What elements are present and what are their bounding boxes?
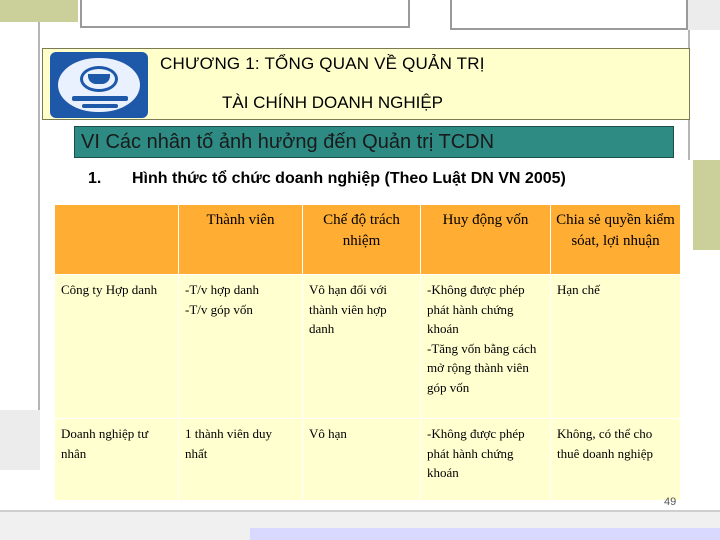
cell-line: -T/v hợp danh [185,282,260,297]
decorative-block [688,0,720,30]
subheading-number: 1. [88,170,102,187]
table-cell: Không, có thể cho thuê doanh nghiệp [551,419,681,501]
table-cell: Doanh nghiệp tư nhân [55,419,179,501]
cell-line: -Không được phép phát hành chứng khoán [427,426,525,480]
table-header-cell: Chế độ trách nhiệm [303,205,421,275]
cell-line: 1 thành viên duy nhất [185,426,273,461]
table-header-cell: Thành viên [179,205,303,275]
table-cell [179,275,303,419]
logo-wordmark [82,104,118,108]
table-header-cell: Chia sẻ quyền kiểm sóat, lợi nhuận [551,205,681,275]
table-row [55,275,681,419]
cell-line: -T/v góp vốn [185,301,253,317]
business-forms-table [54,204,681,501]
decorative-frame [450,0,688,30]
logo-emblem [58,58,140,112]
table-cell [421,275,551,419]
subheading-title: Hình thức tổ chức doanh nghiệp (Theo Luật DN VN 2005) [132,170,566,187]
table-cell: Công ty Hợp danh [55,275,179,419]
table-cell: Hạn chế [551,275,681,419]
logo-wordmark [72,96,128,101]
decorative-frame [80,0,410,28]
section-heading [74,126,674,158]
table-header-row [55,205,681,275]
table-header-cell: Huy động vốn [421,205,551,275]
decorative-frame [688,30,720,160]
decorative-frame [0,22,40,422]
table-cell [421,419,551,501]
table-header-cell [55,205,179,275]
slide-title-line-2: TÀI CHÍNH DOANH NGHIỆP [222,93,444,112]
cell-line: -Không được phép phát hành chứng khoán [427,282,525,336]
decorative-block [693,160,720,250]
table-cell [179,419,303,501]
section-heading-text: VI Các nhân tố ảnh hưởng đến Quản trị TCDN [81,131,495,153]
table-cell: Vô hạn [303,419,421,501]
decorative-footer-strip [250,528,720,540]
cell-line: -Tăng vốn bằng cách mở rộng thành viên góp vốn [427,340,537,395]
page-number: 49 [664,496,677,508]
table-cell: Vô hạn đối với thành viên hợp danh [303,275,421,419]
table-row [55,419,681,501]
ftu-logo-icon [50,52,148,118]
decorative-block [0,410,40,470]
decorative-block [0,0,78,22]
slide-title-line-1: CHƯƠNG 1: TỔNG QUAN VỀ QUẢN TRỊ [160,54,485,73]
